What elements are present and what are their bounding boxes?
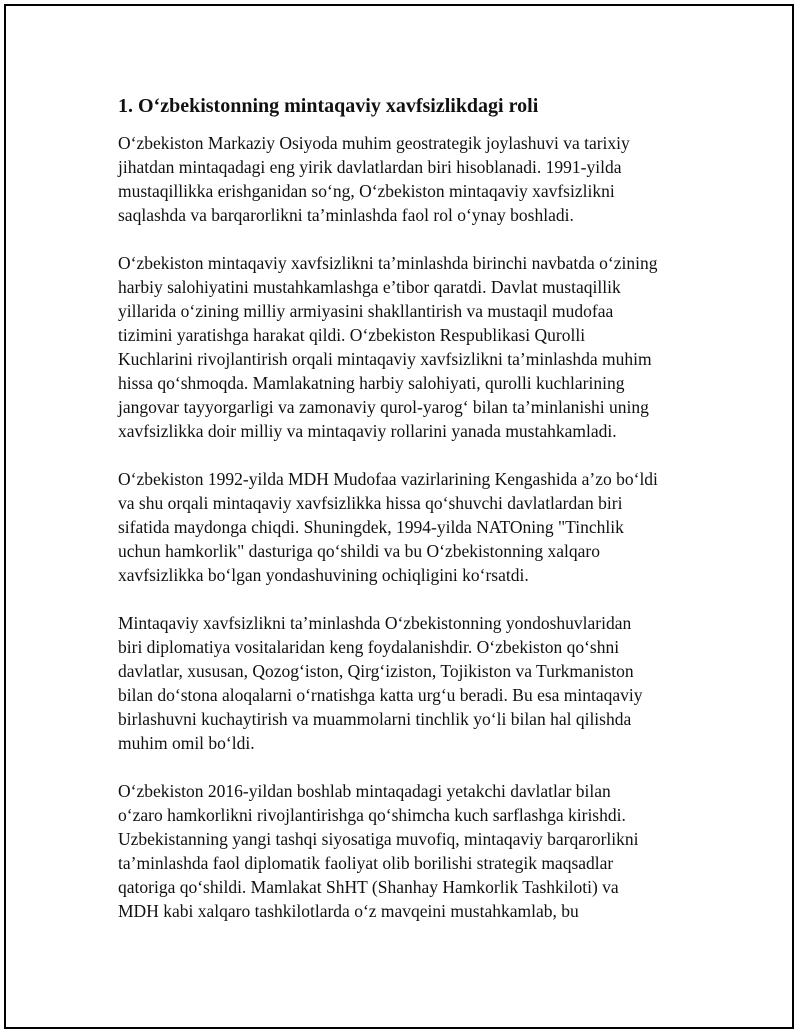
text-line: muhim omil bo‘ldi. (118, 733, 255, 753)
text-line: xavfsizlikka bo‘lgan yondashuvining ochiqligini ko‘rsatdi. (118, 565, 529, 585)
text-line: saqlashda va barqarorlikni ta’minlashda faol rol o‘ynay boshladi. (118, 205, 574, 225)
text-line: yillarida o‘zining milliy armiyasini shakllantirish va mustaqil mudofaa (118, 301, 614, 321)
text-line: O‘zbekiston 1992-yilda MDH Mudofaa vazirlarining Kengashida a’zo bo‘ldi (118, 469, 658, 489)
text-line: o‘zaro hamkorlikni rivojlantirishga qo‘shimcha kuch sarflashga kirishdi. (118, 805, 626, 825)
paragraph-3 (118, 467, 718, 587)
text-line: uchun hamkorlik" dasturiga qo‘shildi va bu O‘zbekistonning xalqaro (118, 541, 600, 561)
text-line: ta’minlashda faol diplomatik faoliyat olib borilishi strategik maqsadlar (118, 853, 614, 873)
text-line: va shu orqali mintaqaviy xavfsizlikka hissa qo‘shuvchi davlatlardan biri (118, 493, 623, 513)
text-line: Kuchlarini rivojlantirish orqali mintaqaviy xavfsizlikni ta’minlashda muhim (118, 349, 652, 369)
text-line: tizimini yaratishga harakat qildi. O‘zbekiston Respublikasi Qurolli (118, 325, 586, 345)
text-line: O‘zbekiston mintaqaviy xavfsizlikni ta’minlashda birinchi navbatda o‘zining (118, 253, 658, 273)
text-line: MDH kabi xalqaro tashkilotlarda o‘z mavqeini mustahkamlab, bu (118, 901, 579, 921)
text-line: harbiy salohiyatini mustahkamlashga e’tibor qaratdi. Davlat mustaqillik (118, 277, 621, 297)
text-line: bilan do‘stona aloqalarni o‘rnatishga katta urg‘u beradi. Bu esa mintaqaviy (118, 685, 643, 705)
text-line: Uzbekistanning yangi tashqi siyosatiga muvofiq, mintaqaviy barqarorlikni (118, 829, 639, 849)
text-line: xavfsizlikka doir milliy va mintaqaviy rollarini yanada mustahkamladi. (118, 421, 617, 441)
text-line: qatoriga qo‘shildi. Mamlakat ShHT (Shanhay Hamkorlik Tashkiloti) va (118, 877, 619, 897)
text-line: jihatdan mintaqadagi eng yirik davlatlardan biri hisoblanadi. 1991-yilda (118, 157, 622, 177)
paragraph-2 (118, 251, 718, 443)
text-line: hissa qo‘shmoqda. Mamlakatning harbiy salohiyati, qurolli kuchlarining (118, 373, 625, 393)
paragraph-4 (118, 611, 718, 755)
text-line: O‘zbekiston 2016-yildan boshlab mintaqadagi yetakchi davlatlar bilan (118, 781, 611, 801)
section-heading: 1. O‘zbekistonning mintaqaviy xavfsizlikdagi roli (118, 95, 539, 117)
text-line: O‘zbekiston Markaziy Osiyoda muhim geostrategik joylashuvi va tarixiy (118, 133, 630, 153)
text-line: Mintaqaviy xavfsizlikni ta’minlashda O‘zbekistonning yondoshuvlaridan (118, 613, 632, 633)
text-line: sifatida maydonga chiqdi. Shuningdek, 1994-yilda NATOning "Tinchlik (118, 517, 624, 537)
paragraph-1 (118, 131, 718, 227)
paragraph-5 (118, 779, 718, 923)
text-line: mustaqillikka erishganidan so‘ng, O‘zbekiston mintaqaviy xavfsizlikni (118, 181, 615, 201)
text-line: jangovar tayyorgarligi va zamonaviy qurol-yarog‘ bilan ta’minlanishi uning (118, 397, 649, 417)
text-line: birlashuvni kuchaytirish va muammolarni tinchlik yo‘li bilan hal qilishda (118, 709, 632, 729)
text-line: davlatlar, xususan, Qozog‘iston, Qirg‘iziston, Tojikiston va Turkmaniston (118, 661, 634, 681)
text-line: biri diplomatiya vositalaridan keng foydalanishdir. O‘zbekiston qo‘shni (118, 637, 620, 657)
document-body (118, 94, 718, 947)
